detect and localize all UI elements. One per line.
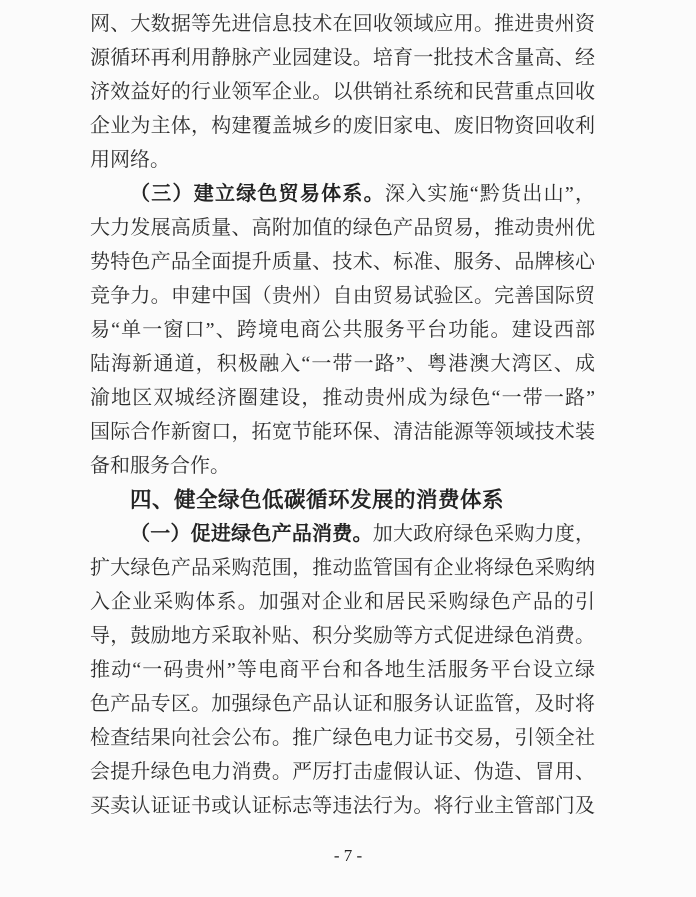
text-segment: 国际合作新窗口，拓宽节能环保、清洁能源等领域技术装 — [90, 421, 595, 443]
text-line — [90, 721, 595, 755]
text-line — [90, 347, 595, 381]
text-segment: 势特色产品全面提升质量、技术、标准、服务、品牌核心 — [90, 251, 595, 273]
section-heading-line — [90, 483, 595, 517]
text-line — [90, 653, 595, 687]
text-segment: 陆海新通道，积极融入“一带一路”、粤港澳大湾区、成 — [90, 353, 595, 375]
text-segment: 企业为主体，构建覆盖城乡的废旧家电、废旧物资回收利 — [90, 115, 595, 137]
text-segment: 入企业采购体系。加强对企业和居民采购绿色产品的引 — [90, 591, 595, 613]
bold-text-segment: （三）建立绿色贸易体系。 — [130, 183, 385, 205]
text-line — [90, 41, 595, 75]
text-line — [90, 109, 595, 143]
text-segment: 济效益好的行业领军企业。以供销社系统和民营重点回收 — [90, 81, 595, 103]
text-segment: 导，鼓励地方采取补贴、积分奖励等方式促进绿色消费。 — [90, 625, 595, 647]
text-segment: 用网络。 — [90, 149, 170, 171]
text-segment: 网、大数据等先进信息技术在回收领域应用。推进贵州资 — [90, 13, 595, 35]
heading-section-four-consumption-system — [90, 483, 595, 517]
text-line — [90, 551, 595, 585]
text-segment: 色产品专区。加强绿色产品认证和服务认证监管，及时将 — [90, 693, 595, 715]
text-line — [90, 517, 595, 551]
text-line — [90, 789, 595, 823]
text-line — [90, 449, 595, 483]
text-line — [90, 279, 595, 313]
text-line — [90, 381, 595, 415]
text-segment: 竞争力。申建中国（贵州）自由贸易试验区。完善国际贸 — [90, 285, 595, 307]
text-line — [90, 313, 595, 347]
text-line — [90, 75, 595, 109]
text-segment: 易“单一窗口”、跨境电商公共服务平台功能。建设西部 — [90, 319, 595, 341]
bold-text-segment: 四、健全绿色低碳循环发展的消费体系 — [130, 488, 505, 512]
document-body — [90, 7, 595, 823]
text-line — [90, 143, 595, 177]
text-segment: 备和服务合作。 — [90, 455, 230, 477]
bold-text-segment: （一）促进绿色产品消费。 — [130, 523, 373, 545]
text-segment: 会提升绿色电力消费。严厉打击虚假认证、伪造、冒用、 — [90, 761, 595, 783]
text-segment: 渝地区双城经济圈建设，推动贵州成为绿色“一带一路” — [90, 387, 595, 409]
text-segment: 大力发展高质量、高附加值的绿色产品贸易，推动贵州优 — [90, 217, 595, 239]
text-segment: 买卖认证证书或认证标志等违法行为。将行业主管部门及 — [90, 795, 595, 817]
text-line — [90, 585, 595, 619]
text-line — [90, 7, 595, 41]
text-line — [90, 619, 595, 653]
para-recycling-network-continued — [90, 7, 595, 177]
text-line — [90, 755, 595, 789]
text-line — [90, 177, 595, 211]
text-segment: 扩大绿色产品采购范围，推动监管国有企业将绿色采购纳 — [90, 557, 595, 579]
text-line — [90, 415, 595, 449]
page-number: - 7 - — [333, 846, 363, 865]
text-line — [90, 245, 595, 279]
text-segment: 检查结果向社会公布。推广绿色电力证书交易，引领全社 — [90, 727, 595, 749]
para-green-product-consumption — [90, 517, 595, 823]
text-line — [90, 211, 595, 245]
text-segment: 推动“一码贵州”等电商平台和各地生活服务平台设立绿 — [90, 659, 595, 681]
text-segment: 源循环再利用静脉产业园建设。培育一批技术含量高、经 — [90, 47, 595, 69]
text-segment: 加大政府绿色采购力度， — [372, 523, 595, 545]
text-line — [90, 687, 595, 721]
text-segment: 深入实施“黔货出山”， — [384, 183, 595, 205]
para-green-trade-system — [90, 177, 595, 483]
